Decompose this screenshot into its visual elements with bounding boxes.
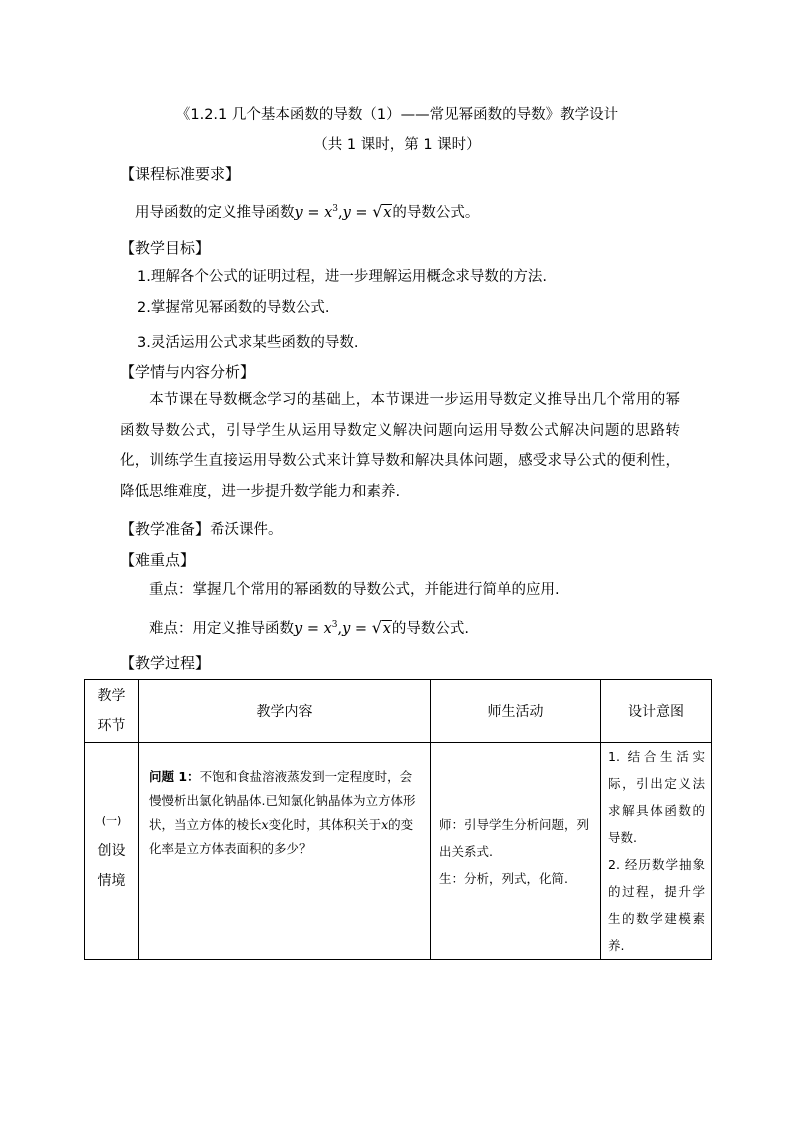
hardpoint-text-before: 难点：用定义推导函数	[149, 621, 294, 637]
analysis-paragraph	[120, 385, 680, 507]
table-header-row	[85, 680, 712, 743]
math-y: y	[294, 205, 303, 221]
question-var: x	[261, 817, 269, 832]
math-x: x	[383, 205, 392, 221]
stage-line: 创设	[97, 843, 126, 859]
stage-cell	[85, 743, 139, 960]
math-exponent: 3	[331, 620, 338, 630]
math-y: y	[342, 621, 351, 637]
math-x: x	[382, 621, 391, 637]
teaching-prep	[120, 518, 283, 539]
radical-sign: √	[372, 202, 383, 221]
question-text: 不饱和食盐溶液蒸发到一定程度时，会慢慢析出氯化钠晶体.已知氯化钠晶体为立方体形状，当立方体的棱长	[149, 769, 416, 832]
math-eq: =	[307, 205, 320, 221]
goal-item: 2.掌握常见幂函数的导数公式.	[137, 300, 330, 316]
teaching-process-table	[84, 679, 712, 960]
math-y: y	[294, 621, 303, 637]
math-x: x	[324, 205, 333, 221]
header-intent: 设计意图	[601, 680, 712, 743]
stage-line: 情境	[97, 873, 126, 889]
math-comma: ,	[338, 205, 343, 221]
heading-keypoints: 【难重点】	[120, 551, 196, 569]
analysis-text: 本节课在导数概念学习的基础上，本节课进一步运用导数定义推导出几个常用的幂函数导数公式，引导学生从运用导数定义解决问题向运用导数公式解决问题的思路转化，训练学生直接运用导数公式来计算导数和解决具体问题，感受求导公式的便利性，降低思维难度，进一步提升数学能力和素养.	[120, 392, 680, 500]
heading-teaching-goals: 【教学目标】	[120, 239, 211, 257]
heading-course-standard: 【课程标准要求】	[120, 165, 241, 183]
math-eq: =	[306, 621, 319, 637]
intent-cell	[601, 743, 712, 960]
sqrt-x	[372, 202, 392, 221]
math-exponent: 3	[332, 204, 338, 214]
math-comma: ,	[337, 621, 343, 637]
activity-line: 师：引导学生分析问题，列出关系式.	[439, 816, 590, 859]
activity-cell	[431, 743, 601, 960]
activity-line: 生：分析，列式，化简.	[439, 870, 568, 886]
heading-teaching-prep: 【教学准备】	[120, 520, 211, 538]
header-activity: 师生活动	[431, 680, 601, 743]
header-content: 教学内容	[139, 680, 431, 743]
prep-text: 希沃课件。	[210, 522, 283, 538]
question-label: 问题 1：	[149, 769, 200, 784]
content-cell	[139, 743, 431, 960]
heading-analysis: 【学情与内容分析】	[120, 363, 256, 381]
table-row	[85, 743, 712, 960]
goal-item: 3.灵活运用公式求某些函数的导数.	[137, 335, 359, 351]
goal-item: 1.理解各个公式的证明过程，进一步理解运用概念求导数的方法.	[137, 269, 547, 285]
header-stage	[85, 680, 139, 743]
math-y: y	[342, 205, 351, 221]
standard-text	[135, 201, 479, 222]
question-text: 的变化率是立方体表面积的多少？	[149, 817, 414, 856]
intent-line: 1. 结合生活实际，引出定义法求解具体函数的导数.	[608, 749, 705, 845]
question-text: 变化时，其体积关于	[268, 817, 382, 832]
intent-line: 2. 经历数学抽象的过程，提升学生的数学建模素养.	[608, 857, 705, 953]
stage-number: (一)	[101, 814, 122, 827]
question-var: x	[381, 817, 389, 832]
sqrt-x	[371, 618, 392, 637]
keypoint-text: 重点：掌握几个常用的幂函数的导数公式，并能进行简单的应用.	[149, 582, 560, 598]
math-eq: =	[354, 621, 368, 637]
standard-text-after: 的导数公式。	[392, 205, 480, 221]
math-eq: =	[355, 205, 368, 221]
standard-text-before: 用导函数的定义推导函数	[135, 205, 295, 221]
hardpoint-text	[149, 617, 469, 638]
radical-sign: √	[371, 618, 382, 637]
hardpoint-text-after: 的导数公式.	[391, 621, 469, 637]
document-title: 《1.2.1 几个基本函数的导数（1）——常见幂函数的导数》教学设计	[175, 107, 619, 123]
header-stage-line: 教学	[97, 688, 126, 704]
heading-teaching-process: 【教学过程】	[120, 654, 211, 672]
document-subtitle: （共 1 课时，第 1 课时）	[313, 137, 481, 153]
math-x: x	[323, 621, 332, 637]
header-stage-line: 环节	[97, 718, 126, 734]
